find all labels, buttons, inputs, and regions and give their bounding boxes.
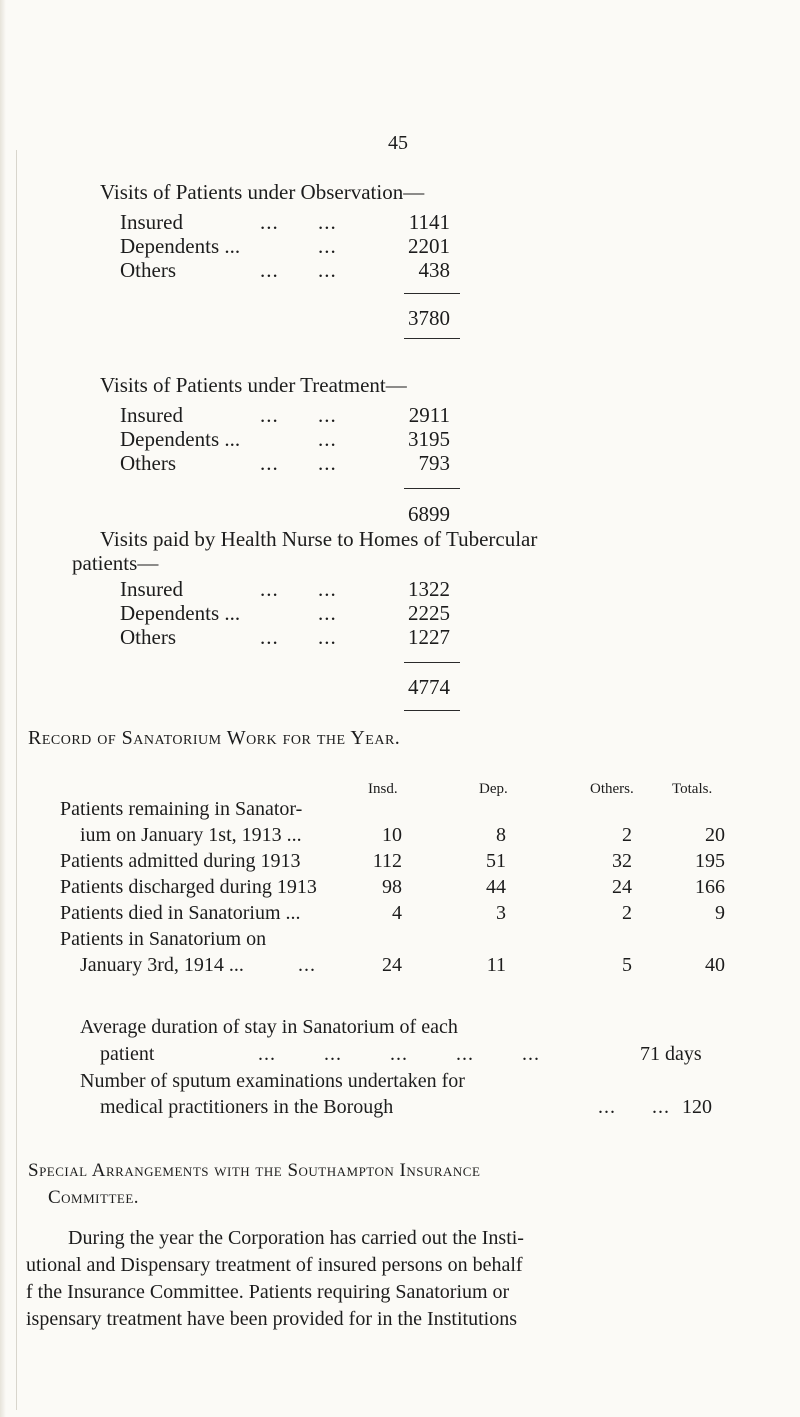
sanatorium-row-label: Patients in Sanatorium on — [60, 928, 267, 950]
nurse-heading: Visits paid by Health Nurse to Homes of Tubercular — [100, 527, 538, 551]
cell-others: 24 — [612, 876, 632, 898]
observation-label-insured: Insured — [120, 210, 183, 234]
sputum-value: 120 — [682, 1096, 712, 1118]
cell-others: 32 — [612, 850, 632, 872]
cell-totals: 166 — [695, 876, 725, 898]
nurse-dots: ... — [260, 577, 279, 601]
observation-dots: ... — [260, 210, 279, 234]
cell-totals: 9 — [715, 902, 725, 924]
nurse-dots: ... — [318, 577, 337, 601]
treatment-value-insured: 2911 — [408, 403, 450, 427]
rule-line — [404, 293, 460, 294]
observation-value-dependents: 2201 — [408, 234, 450, 258]
nurse-dots: ... — [260, 625, 279, 649]
observation-heading: Visits of Patients under Observation— — [100, 180, 425, 204]
nurse-label-others: Others — [120, 625, 176, 649]
page-edge-shadow — [0, 0, 6, 1417]
treatment-value-dependents: 3195 — [408, 427, 450, 451]
treatment-dots: ... — [260, 403, 279, 427]
page-fold-line — [16, 150, 17, 1410]
nurse-value-others: 1227 — [408, 625, 450, 649]
treatment-label-dependents: Dependents ... — [120, 427, 241, 451]
cell-insd: 112 — [372, 850, 402, 872]
nurse-value-dependents: 2225 — [408, 601, 450, 625]
sanatorium-row-label-cont: January 3rd, 1914 ... — [80, 954, 244, 976]
sanatorium-row-label: Patients remaining in Sanator- — [60, 798, 303, 820]
cell-dep: 44 — [486, 876, 506, 898]
sputum-dots: ... ... — [598, 1096, 670, 1118]
average-dots: ... ... ... ... ... — [258, 1043, 540, 1065]
sanatorium-row-label: Patients admitted during 1913 — [60, 850, 301, 872]
cell-totals: 20 — [705, 824, 725, 846]
average-label-cont: patient — [100, 1043, 155, 1065]
page-number: 45 — [388, 132, 408, 154]
sanatorium-title: Record of Sanatorium Work for the Year. — [28, 727, 401, 749]
cell-dep: 3 — [496, 902, 506, 924]
observation-label-others: Others — [120, 258, 176, 282]
rule-line — [404, 710, 460, 711]
nurse-value-insured: 1322 — [408, 577, 450, 601]
observation-value-insured: 1141 — [408, 210, 450, 234]
nurse-total: 4774 — [408, 675, 450, 699]
cell-insd: 4 — [392, 902, 402, 924]
nurse-dots: ... — [318, 625, 337, 649]
special-paragraph-line: f the Insurance Committee. Patients requiring Sanatorium or — [26, 1281, 510, 1303]
cell-insd: 10 — [382, 824, 402, 846]
special-paragraph-line: During the year the Corporation has carried out the Insti- — [68, 1227, 524, 1249]
cell-others: 5 — [622, 954, 632, 976]
col-header-others: Others. — [590, 781, 634, 797]
col-header-dep: Dep. — [479, 781, 508, 797]
sanatorium-row-dots: ... — [298, 954, 316, 976]
rule-line — [404, 662, 460, 663]
treatment-label-insured: Insured — [120, 403, 183, 427]
observation-dots: ... — [318, 258, 337, 282]
average-value: 71 days — [640, 1043, 702, 1065]
col-header-totals: Totals. — [672, 781, 713, 797]
special-paragraph-line: ispensary treatment have been provided for in the Institutions — [26, 1308, 517, 1330]
observation-total: 3780 — [408, 306, 450, 330]
observation-dots: ... — [318, 234, 337, 258]
special-heading-cont: Committee. — [48, 1187, 140, 1208]
observation-label-dependents: Dependents ... — [120, 234, 241, 258]
treatment-dots: ... — [260, 451, 279, 475]
observation-value-others: 438 — [418, 258, 450, 282]
cell-others: 2 — [622, 902, 632, 924]
cell-totals: 40 — [705, 954, 725, 976]
nurse-label-dependents: Dependents ... — [120, 601, 241, 625]
cell-others: 2 — [622, 824, 632, 846]
treatment-dots: ... — [318, 451, 337, 475]
cell-dep: 11 — [486, 954, 506, 976]
treatment-dots: ... — [318, 403, 337, 427]
cell-insd: 98 — [382, 876, 402, 898]
treatment-value-others: 793 — [418, 451, 450, 475]
cell-dep: 8 — [496, 824, 506, 846]
sanatorium-row-label: Patients died in Sanatorium ... — [60, 902, 301, 924]
cell-dep: 51 — [486, 850, 506, 872]
treatment-total: 6899 — [408, 502, 450, 526]
sanatorium-row-label-cont: ium on January 1st, 1913 ... — [80, 824, 302, 846]
special-paragraph-line: utional and Dispensary treatment of insured persons on behalf — [26, 1254, 523, 1276]
special-heading: Special Arrangements with the Southampton Insurance — [28, 1160, 481, 1181]
treatment-heading: Visits of Patients under Treatment— — [100, 373, 407, 397]
observation-dots: ... — [318, 210, 337, 234]
nurse-heading-cont: patients— — [72, 551, 159, 575]
col-header-insd: Insd. — [368, 781, 398, 797]
sputum-label: Number of sputum examinations undertaken for — [80, 1070, 465, 1092]
nurse-label-insured: Insured — [120, 577, 183, 601]
nurse-dots: ... — [318, 601, 337, 625]
sputum-label-cont: medical practitioners in the Borough — [100, 1096, 394, 1118]
sanatorium-row-label: Patients discharged during 1913 — [60, 876, 317, 898]
treatment-label-others: Others — [120, 451, 176, 475]
observation-dots: ... — [260, 258, 279, 282]
treatment-dots: ... — [318, 427, 337, 451]
average-label: Average duration of stay in Sanatorium of each — [80, 1016, 458, 1038]
rule-line — [404, 488, 460, 489]
rule-line — [404, 338, 460, 339]
cell-insd: 24 — [382, 954, 402, 976]
cell-totals: 195 — [695, 850, 725, 872]
